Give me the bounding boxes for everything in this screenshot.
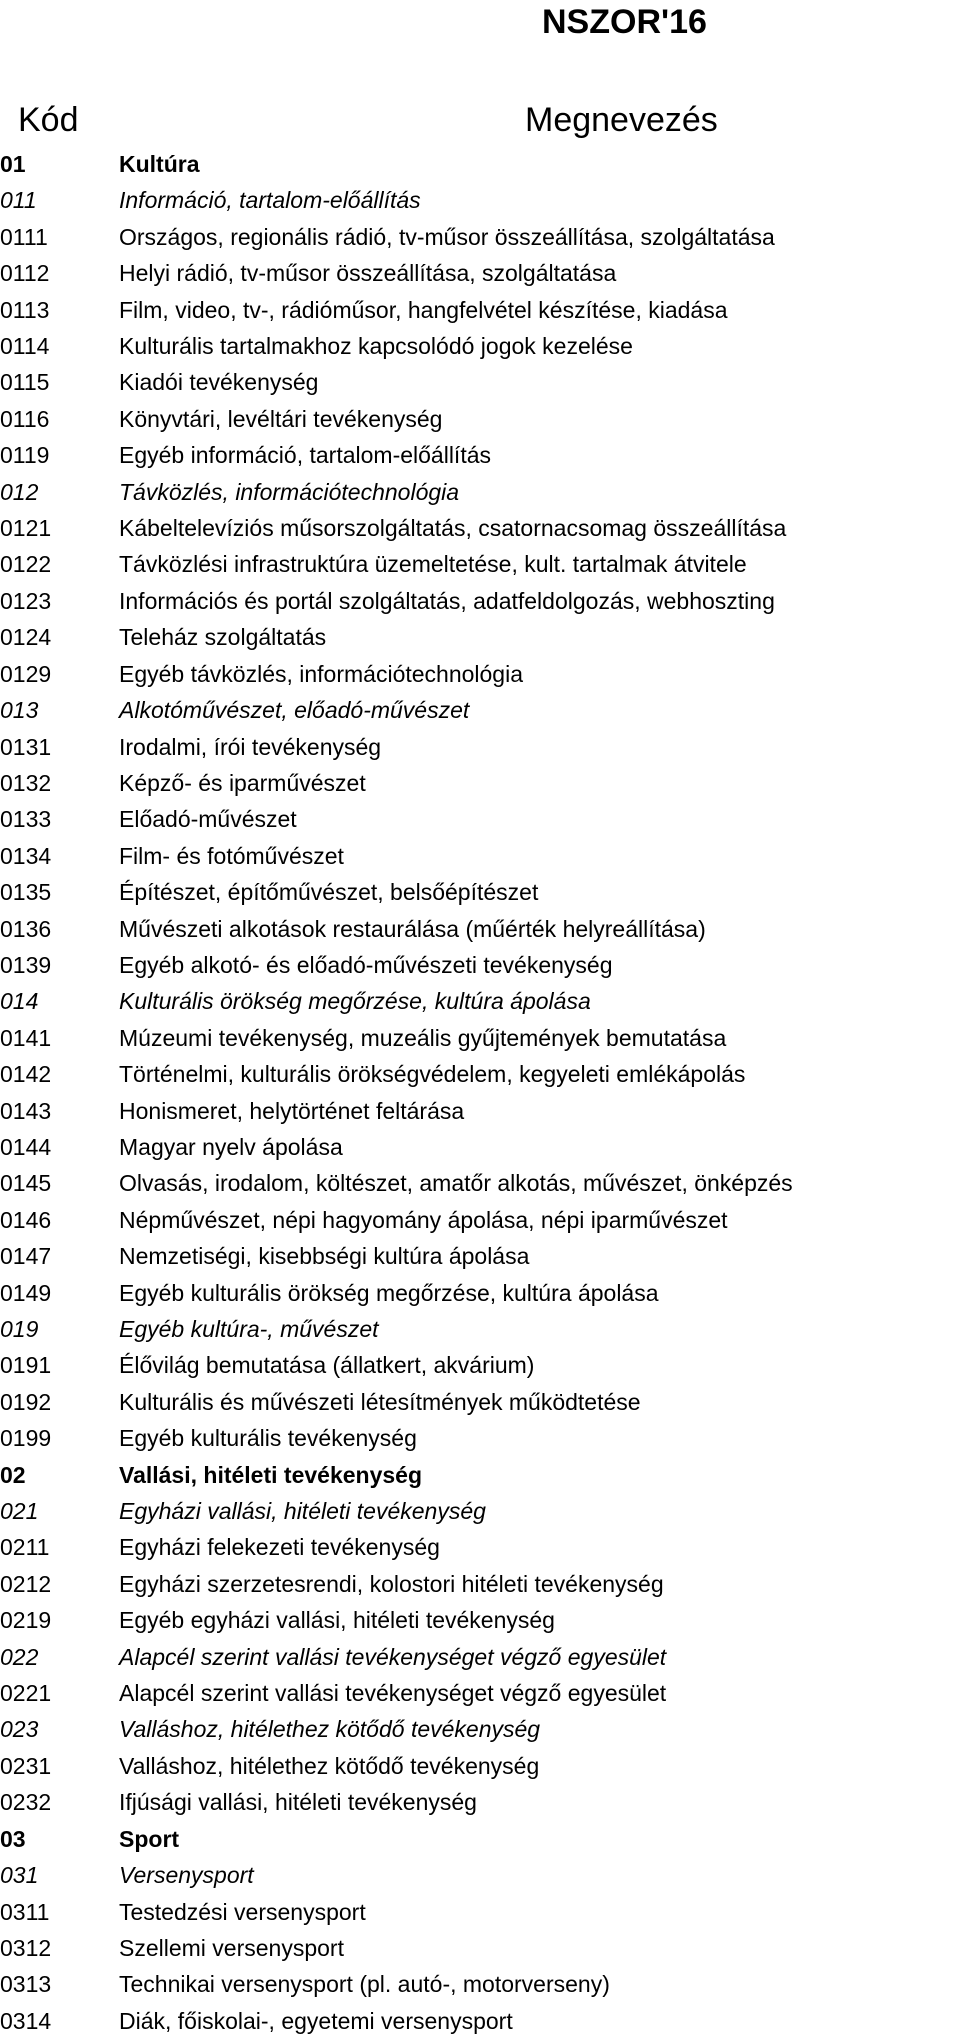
row-name: Valláshoz, hitélethez kötődő tevékenység [119, 1752, 540, 1779]
table-row [0, 1784, 960, 1820]
row-code: 011 [0, 187, 37, 214]
table-row [0, 401, 960, 437]
row-name: Olvasás, irodalom, költészet, amatőr alkotás, művészet, önképzés [119, 1170, 793, 1197]
row-name: Egyéb kulturális tevékenység [119, 1425, 417, 1452]
row-code: 0129 [0, 660, 52, 687]
row-name: Teleház szolgáltatás [119, 624, 327, 651]
row-name: Honismeret, helytörténet feltárása [119, 1097, 465, 1124]
row-name: Sport [119, 1825, 180, 1852]
row-code: 014 [0, 988, 39, 1015]
table-row [0, 692, 960, 728]
row-name: Távközlési infrastruktúra üzemeltetése, kult. tartalmak átvitele [119, 551, 747, 578]
row-name: Előadó-művészet [119, 806, 297, 833]
row-code: 0199 [0, 1425, 52, 1452]
table-row [0, 255, 960, 291]
header-name-label: Megnevezés [525, 101, 718, 139]
row-name: Egyéb kulturális örökség megőrzése, kultúra ápolása [119, 1279, 659, 1306]
table-row [0, 1093, 960, 1129]
table-row [0, 1020, 960, 1056]
row-name: Kábeltelevíziós műsorszolgáltatás, csatornacsomag összeállítása [119, 515, 787, 542]
table-row [0, 1602, 960, 1638]
row-name: Alkotóművészet, előadó-művészet [119, 697, 470, 724]
row-name: Versenysport [119, 1862, 254, 1889]
row-code: 0221 [0, 1680, 52, 1707]
document-title: NSZOR'16 [542, 3, 707, 41]
table-row [0, 1238, 960, 1274]
row-name: Építészet, építőművészet, belsőépítészet [119, 879, 539, 906]
row-code: 0192 [0, 1388, 52, 1415]
row-name: Irodalmi, írói tevékenység [119, 733, 382, 760]
table-row [0, 838, 960, 874]
row-name: Múzeumi tevékenység, muzeális gyűjtemények bemutatása [119, 1024, 727, 1051]
row-code: 0131 [0, 733, 52, 760]
row-code: 0134 [0, 842, 52, 869]
row-code: 0122 [0, 551, 52, 578]
table-header [0, 100, 960, 140]
table-row [0, 328, 960, 364]
table-row [0, 619, 960, 655]
row-name: Valláshoz, hitélethez kötődő tevékenység [119, 1716, 541, 1743]
table-row [0, 1129, 960, 1165]
row-code: 022 [0, 1643, 39, 1670]
row-code: 02 [0, 1461, 26, 1488]
row-code: 0313 [0, 1971, 52, 1998]
row-code: 0115 [0, 369, 50, 396]
row-code: 0119 [0, 442, 50, 469]
header-code-label: Kód [18, 101, 79, 139]
row-name: Információs és portál szolgáltatás, adatfeldolgozás, webhoszting [119, 587, 775, 614]
row-code: 021 [0, 1498, 39, 1525]
table-row [0, 874, 960, 910]
row-code: 0312 [0, 1934, 52, 1961]
row-code: 0116 [0, 405, 50, 432]
row-code: 0212 [0, 1570, 52, 1597]
row-code: 0149 [0, 1279, 52, 1306]
row-name: Történelmi, kulturális örökségvédelem, kegyeleti emlékápolás [119, 1061, 746, 1088]
row-name: Magyar nyelv ápolása [119, 1133, 343, 1160]
table-row [0, 765, 960, 801]
row-name: Népművészet, népi hagyomány ápolása, népi iparművészet [119, 1206, 728, 1233]
table-row [0, 656, 960, 692]
row-name: Könyvtári, levéltári tevékenység [119, 405, 443, 432]
row-name: Egyházi vallási, hitéleti tevékenység [119, 1498, 486, 1525]
row-code: 0133 [0, 806, 52, 833]
table-row [0, 1966, 960, 2002]
row-name: Kulturális örökség megőrzése, kultúra ápolása [119, 988, 591, 1015]
table-row [0, 510, 960, 546]
row-name: Helyi rádió, tv-műsor összeállítása, szolgáltatása [119, 260, 617, 287]
row-name: Egyéb alkotó- és előadó-művészeti tevékenység [119, 951, 613, 978]
row-code: 013 [0, 697, 39, 724]
table-row [0, 219, 960, 255]
row-code: 0114 [0, 333, 50, 360]
table-row [0, 1930, 960, 1966]
table-row [0, 1857, 960, 1893]
row-name: Kiadói tevékenység [119, 369, 319, 396]
row-code: 0145 [0, 1170, 52, 1197]
table-row [0, 1457, 960, 1493]
table-row [0, 729, 960, 765]
classification-table [0, 146, 960, 2039]
row-code: 0123 [0, 587, 52, 614]
row-name: Országos, regionális rádió, tv-műsor összeállítása, szolgáltatása [119, 223, 775, 250]
row-name: Film, video, tv-, rádióműsor, hangfelvétel készítése, kiadása [119, 296, 728, 323]
row-code: 0121 [0, 515, 52, 542]
row-code: 0219 [0, 1607, 52, 1634]
row-code: 0132 [0, 769, 52, 796]
row-name: Alapcél szerint vallási tevékenységet végző egyesület [119, 1680, 667, 1707]
table-row [0, 1275, 960, 1311]
row-name: Egyházi szerzetesrendi, kolostori hitéleti tevékenység [119, 1570, 664, 1597]
row-name: Távközlés, információtechnológia [119, 478, 460, 505]
row-code: 0146 [0, 1206, 52, 1233]
row-code: 023 [0, 1716, 39, 1743]
row-code: 0231 [0, 1752, 52, 1779]
table-row [0, 474, 960, 510]
table-row [0, 1711, 960, 1747]
row-name: Ifjúsági vallási, hitéleti tevékenység [119, 1789, 477, 1816]
row-name: Nemzetiségi, kisebbségi kultúra ápolása [119, 1243, 530, 1270]
table-row [0, 1821, 960, 1857]
row-name: Kultúra [119, 151, 200, 177]
table-row [0, 182, 960, 218]
row-code: 0211 [0, 1534, 50, 1561]
row-code: 03 [0, 1825, 26, 1852]
row-name: Egyéb távközlés, információtechnológia [119, 660, 524, 687]
table-row [0, 2003, 960, 2039]
table-row [0, 146, 960, 182]
table-row [0, 1347, 960, 1383]
row-code: 01 [0, 151, 26, 177]
row-code: 0113 [0, 296, 50, 323]
row-code: 0191 [0, 1352, 52, 1379]
row-name: Diák, főiskolai-, egyetemi versenysport [119, 2007, 513, 2034]
table-row [0, 437, 960, 473]
table-row [0, 1056, 960, 1092]
row-code: 0232 [0, 1789, 52, 1816]
row-name: Művészeti alkotások restaurálása (műérték helyreállítása) [119, 915, 706, 942]
row-code: 031 [0, 1862, 39, 1889]
row-name: Alapcél szerint vallási tevékenységet végző egyesület [119, 1643, 667, 1670]
row-code: 0136 [0, 915, 52, 942]
row-name: Egyéb egyházi vallási, hitéleti tevékenység [119, 1607, 555, 1634]
table-row [0, 1202, 960, 1238]
row-name: Testedzési versenysport [119, 1898, 366, 1925]
row-name: Vallási, hitéleti tevékenység [119, 1461, 422, 1488]
row-code: 0135 [0, 879, 52, 906]
table-row [0, 801, 960, 837]
row-name: Szellemi versenysport [119, 1934, 344, 1961]
row-code: 0314 [0, 2007, 52, 2034]
table-row [0, 546, 960, 582]
row-code: 0147 [0, 1243, 52, 1270]
row-name: Kulturális tartalmakhoz kapcsolódó jogok kezelése [119, 333, 633, 360]
table-row [0, 1748, 960, 1784]
table-row [0, 983, 960, 1019]
table-row [0, 1493, 960, 1529]
row-code: 012 [0, 478, 39, 505]
row-code: 0143 [0, 1097, 52, 1124]
table-row [0, 1165, 960, 1201]
table-row [0, 583, 960, 619]
row-code: 0141 [0, 1024, 52, 1051]
table-row [0, 1566, 960, 1602]
row-code: 0124 [0, 624, 52, 651]
table-row [0, 1894, 960, 1930]
row-code: 0142 [0, 1061, 52, 1088]
table-row [0, 1675, 960, 1711]
row-code: 0139 [0, 951, 52, 978]
table-row [0, 364, 960, 400]
row-name: Információ, tartalom-előállítás [119, 187, 421, 214]
row-code: 0144 [0, 1133, 52, 1160]
row-code: 019 [0, 1316, 39, 1342]
table-row [0, 911, 960, 947]
row-code: 0311 [0, 1898, 50, 1925]
row-code: 0112 [0, 260, 50, 287]
row-name: Kulturális és művészeti létesítmények működtetése [119, 1388, 641, 1415]
row-name: Egyházi felekezeti tevékenység [119, 1534, 440, 1561]
row-name: Film- és fotóművészet [119, 842, 344, 869]
table-row [0, 1529, 960, 1565]
row-code: 0111 [0, 223, 48, 250]
row-name: Egyéb kultúra-, művészet [119, 1316, 379, 1342]
row-name: Technikai versenysport (pl. autó-, motorverseny) [119, 1971, 610, 1998]
table-row [0, 1384, 960, 1420]
row-name: Egyéb információ, tartalom-előállítás [119, 442, 491, 469]
table-row [0, 1311, 960, 1347]
row-name: Élővilág bemutatása (állatkert, akvárium) [119, 1352, 535, 1379]
table-row [0, 292, 960, 328]
table-row [0, 1639, 960, 1675]
table-row [0, 1420, 960, 1456]
table-row [0, 947, 960, 983]
row-name: Képző- és iparművészet [119, 769, 366, 796]
